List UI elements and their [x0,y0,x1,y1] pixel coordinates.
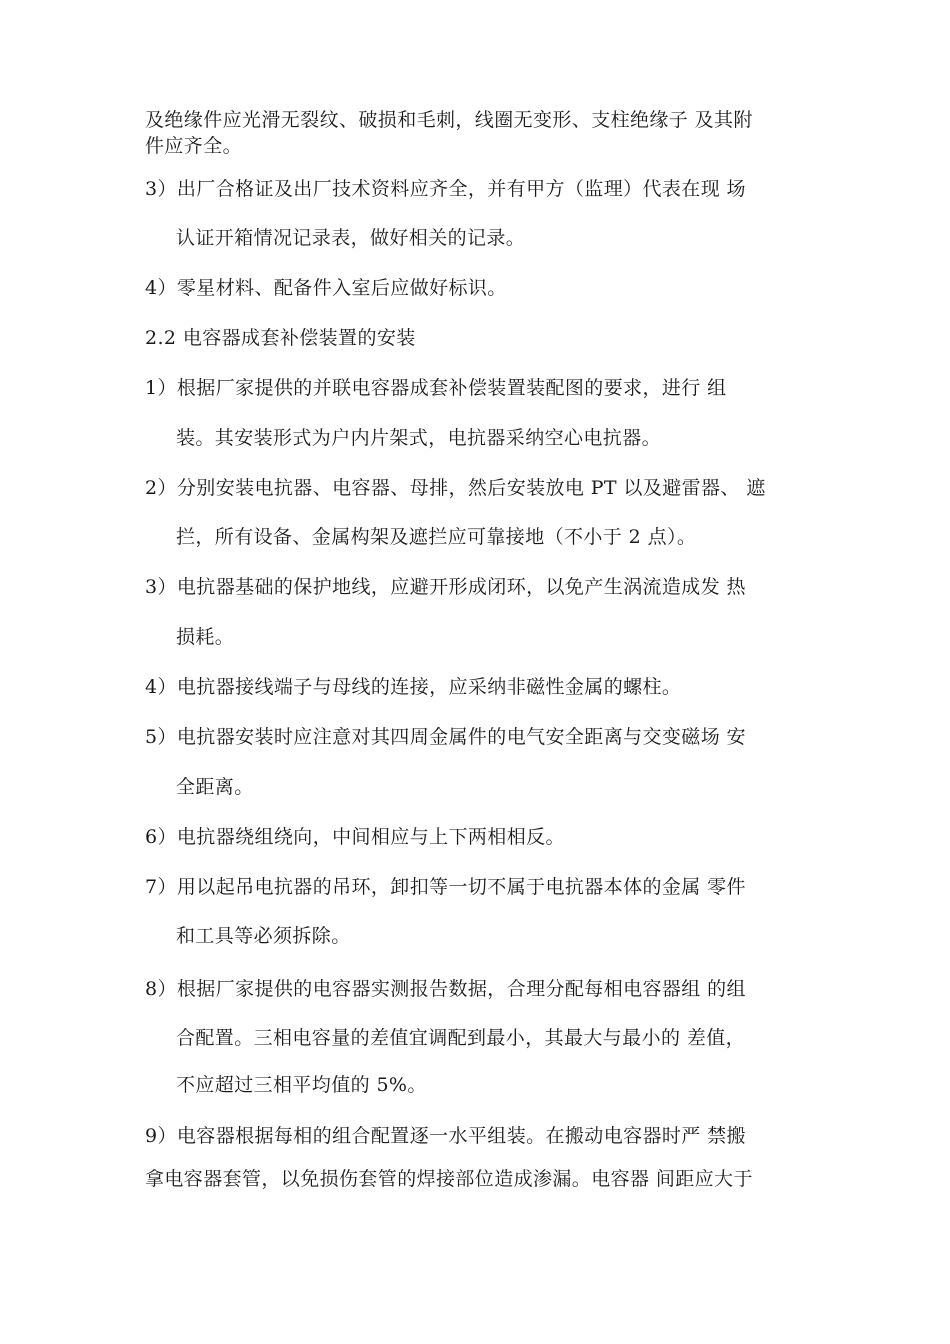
list-item-9: 9）电容器根据每相的组合配置逐一水平组装。在搬动电容器时严 禁搬 [145,1125,746,1147]
list-item-4: 4）电抗器接线端子与母线的连接，应采纳非磁性金属的螺柱。 [145,676,682,698]
section-heading: 2.2 电容器成套补偿装置的安装 [145,327,416,349]
list-item-2: 2）分别安装电抗器、电容器、母排，然后安装放电 PT 以及避雷器、 遮 [145,477,766,499]
text-line: 合配置。三相电容量的差值宜调配到最小，其最大与最小的 差值， [176,1027,746,1049]
list-item-7: 7）用以起吊电抗器的吊环，卸扣等一切不属于电抗器本体的金属 零件 [145,876,746,898]
text-line: 和工具等必须拆除。 [176,925,351,947]
text-line: 损耗。 [176,626,235,648]
text-line: 件应齐全。 [145,135,243,157]
list-item-4: 4）零星材料、配备件入室后应做好标识。 [145,277,507,299]
list-item-1: 1）根据厂家提供的并联电容器成套补偿装置装配图的要求，进行 组 [145,377,727,399]
text-line: 认证开箱情况记录表，做好相关的记录。 [176,227,526,249]
text-line: 全距离。 [176,776,254,798]
list-item-3: 3）电抗器基础的保护地线，应避开形成闭环，以免产生涡流造成发 热 [145,576,746,598]
text-line: 不应超过三相平均值的 5%。 [176,1074,427,1096]
text-line: 拦，所有设备、金属构架及遮拦应可靠接地（不小于 2 点）。 [176,526,697,548]
text-line: 及绝缘件应光滑无裂纹、破损和毛刺，线圈无变形、支柱绝缘子 及其附 [145,109,753,131]
list-item-3: 3）出厂合格证及出厂技术资料应齐全，并有甲方（监理）代表在现 场 [145,178,746,200]
list-item-8: 8）根据厂家提供的电容器实测报告数据，合理分配每相电容器组 的组 [145,978,746,1000]
text-line: 装。其安装形式为户内片架式，电抗器采纳空心电抗器。 [176,427,662,449]
list-item-6: 6）电抗器绕组绕向，中间相应与上下两相相反。 [145,826,565,848]
list-item-5: 5）电抗器安装时应注意对其四周金属件的电气安全距离与交变磁场 安 [145,726,746,748]
text-line: 拿电容器套管，以免损伤套管的焊接部位造成渗漏。电容器 间距应大于 [145,1168,753,1190]
